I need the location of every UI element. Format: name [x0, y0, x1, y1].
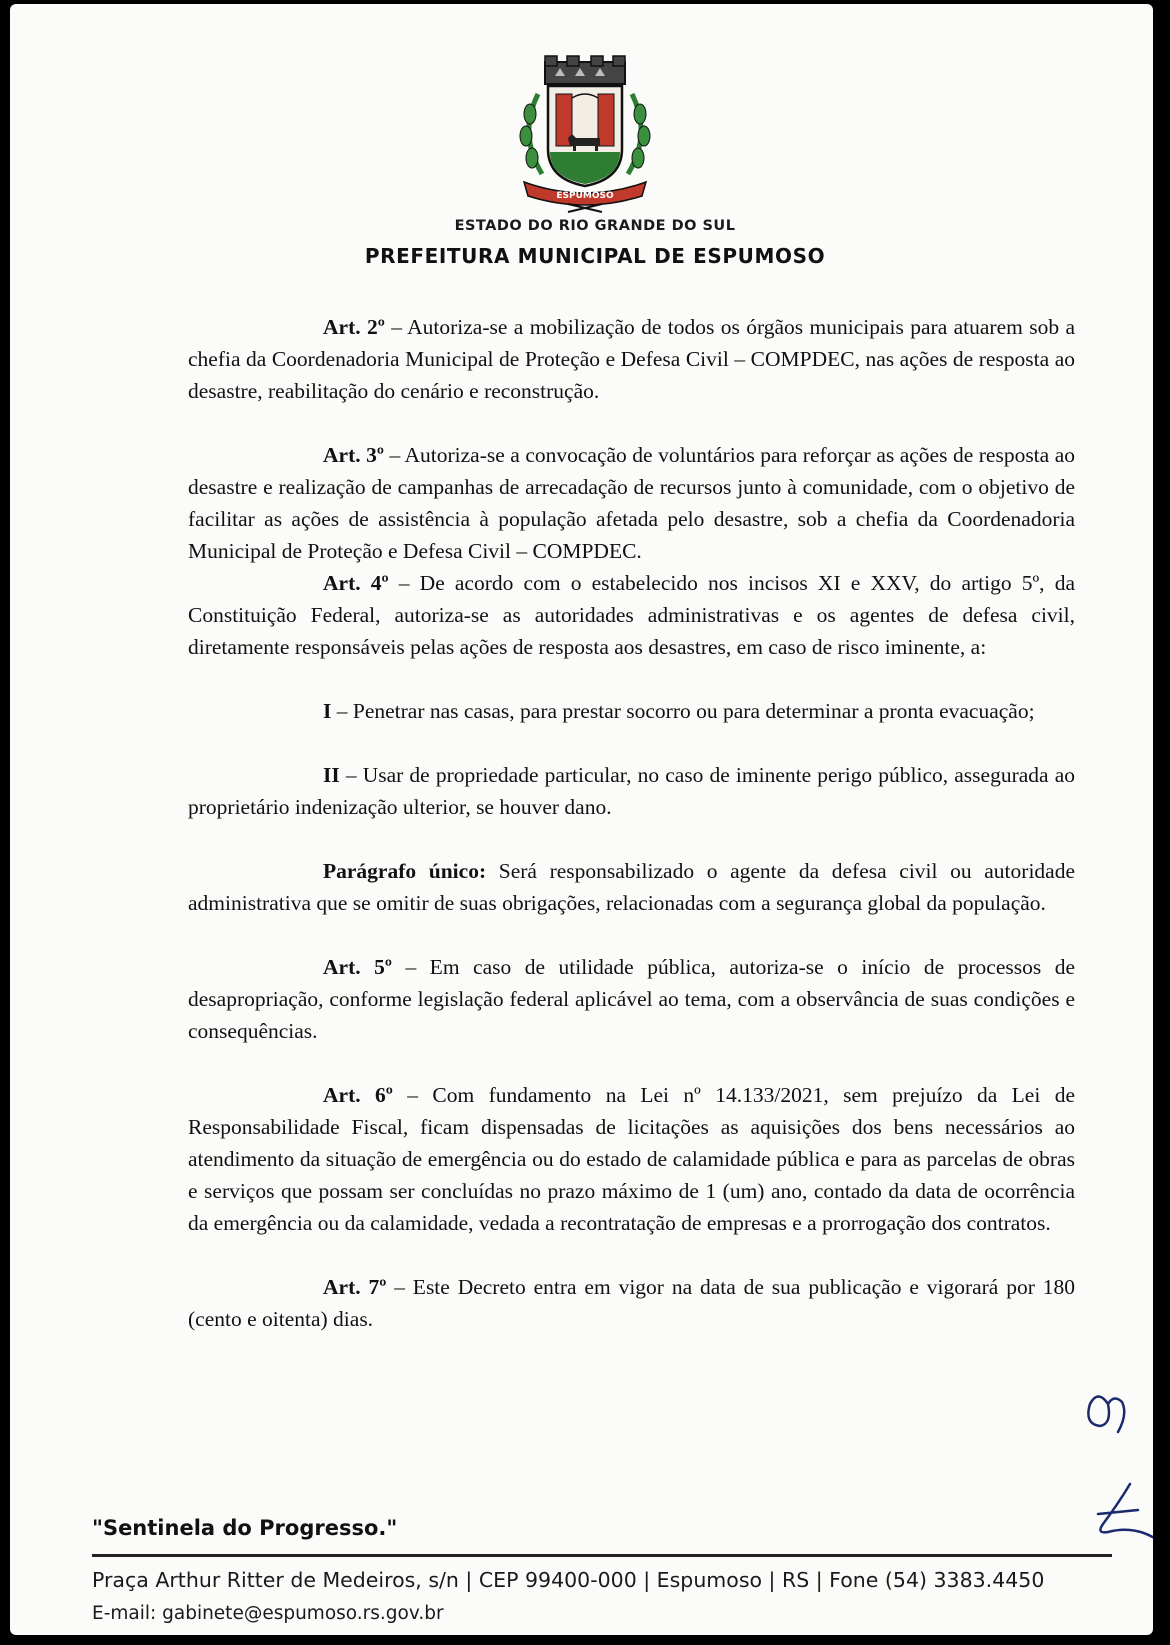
- decree-body: [188, 311, 1075, 1335]
- footer-address: Praça Arthur Ritter de Medeiros, s/n | CEP 99400-000 | Espumoso | RS | Fone (54) 3383.4450: [92, 1568, 1045, 1592]
- coat-of-arms-icon: [510, 54, 660, 214]
- paragraph-lead: Art. 4º: [323, 571, 389, 595]
- paragraph-lead: Art. 6º: [323, 1083, 393, 1107]
- paragraph-lead: Art. 2º: [323, 315, 385, 339]
- sole-paragraph: [188, 855, 1075, 919]
- paragraph-text: – De acordo com o estabelecido nos incisos XI e XXV, do artigo 5º, da Constituição Federal, autoriza-se as autoridades administrativas e os agentes de defesa civil, diretamente responsáveis pelas ações de resposta aos desastres, em caso de risco iminente, a:: [188, 571, 1075, 659]
- article-7-paragraph: [188, 1271, 1075, 1335]
- paragraph-lead: I: [323, 699, 332, 723]
- state-line: ESTADO DO RIO GRANDE DO SUL: [454, 218, 736, 234]
- paragraph-text: – Penetrar nas casas, para prestar socorro ou para determinar a pronta evacuação;: [331, 699, 1035, 723]
- svg-text:ESPUMOSO: ESPUMOSO: [556, 191, 614, 201]
- article-5-paragraph: [188, 951, 1075, 1047]
- paragraph-lead: Parágrafo único:: [323, 859, 487, 883]
- motto: "Sentinela do Progresso.": [92, 1516, 398, 1540]
- paragraph-lead: Art. 5º: [323, 955, 392, 979]
- paragraph-text: Será responsabilizado o agente da defesa civil ou autoridade administrativa que se omitir de suas obrigações, relacionadas com a segurança global da população.: [188, 859, 1076, 915]
- organization-title: PREFEITURA MUNICIPAL DE ESPUMOSO: [364, 244, 826, 268]
- article-4-paragraph: [188, 567, 1075, 663]
- article-6-paragraph: [188, 1079, 1075, 1239]
- article-3-paragraph: [188, 439, 1075, 567]
- paragraph-lead: Art. 7º: [323, 1275, 387, 1299]
- article-2-paragraph: [188, 311, 1075, 407]
- footer-email: E-mail: gabinete@espumoso.rs.gov.br: [92, 1603, 444, 1624]
- item-ii-paragraph: [188, 759, 1075, 823]
- paragraph-text: – Autoriza-se a convocação de voluntários para reforçar as ações de resposta ao desastre e realização de campanhas de arrecadação de recursos junto à comunidade, com o objetivo de facilitar as ações de assistência à população afetada pelo desastre, sob a chefia da Coordenadoria Municipal de Proteção e Defesa Civil – COMPDEC.: [188, 443, 1075, 563]
- paragraph-text: – Usar de propriedade particular, no caso de iminente perigo público, assegurada ao proprietário indenização ulterior, se houver dano.: [188, 763, 1075, 819]
- paragraph-lead: II: [323, 763, 340, 787]
- footer-divider: [92, 1554, 1112, 1557]
- paragraph-text: – Em caso de utilidade pública, autoriza-se o início de processos de desapropriação, conforme legislação federal aplicável ao tema, com a observância de suas condições e consequências.: [188, 955, 1076, 1043]
- paragraph-text: – Este Decreto entra em vigor na data de sua publicação e vigorará por 180 (cento e oitenta) dias.: [188, 1275, 1075, 1331]
- item-i-paragraph: [188, 695, 1075, 727]
- paragraph-text: – Com fundamento na Lei nº 14.133/2021, sem prejuízo da Lei de Responsabilidade Fiscal, ficam dispensadas de licitações as aquisições dos bens necessários ao atendimento da situação de emergência ou do estado de calamidade pública e para as parcelas de obras e serviços que possam ser concluídas no prazo máximo de 1 (um) ano, contado da data de ocorrência da emergência ou da calamidade, vedada a recontratação de empresas e a prorrogação dos contratos.: [188, 1083, 1076, 1235]
- paragraph-lead: Art. 3º: [323, 443, 384, 467]
- paragraph-text: – Autoriza-se a mobilização de todos os órgãos municipais para atuarem sob a chefia da Coordenadoria Municipal de Proteção e Defesa Civil – COMPDEC, nas ações de resposta ao desastre, reabilitação do cenário e reconstrução.: [188, 315, 1076, 403]
- document-page: [10, 4, 1153, 1635]
- handwritten-signature-icon: [1078, 1384, 1153, 1559]
